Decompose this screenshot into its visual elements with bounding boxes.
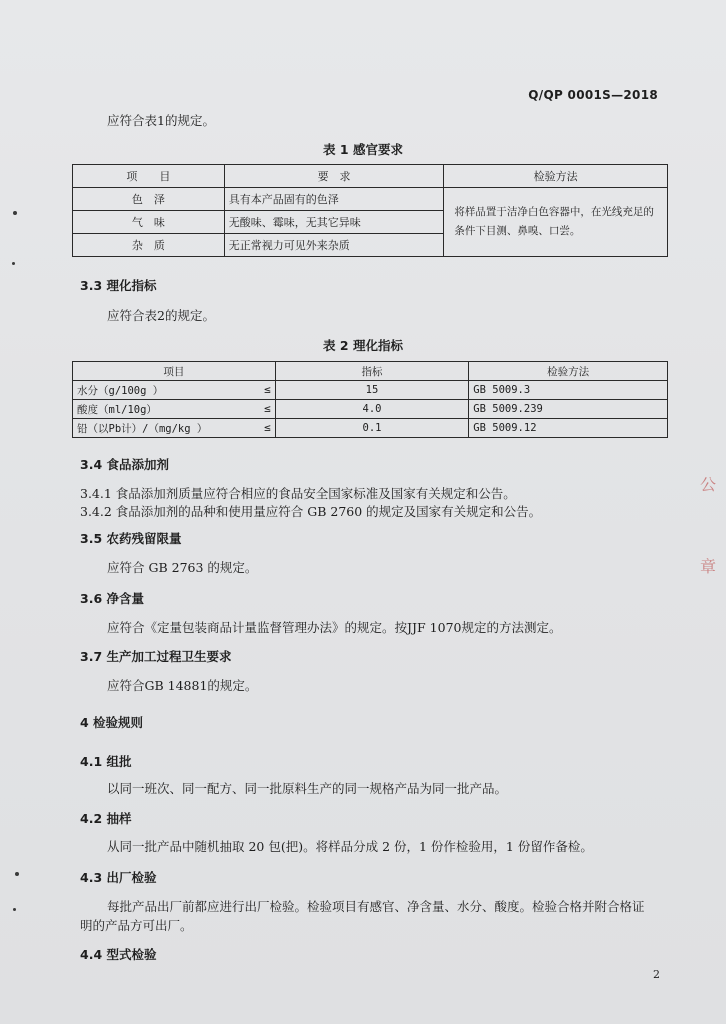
scan-speck bbox=[15, 872, 19, 876]
section-4-1-text: 以同一班次、同一配方、同一批原料生产的同一规格产品为同一批产品。 bbox=[107, 781, 508, 796]
table-cell: 无正常视力可见外来杂质 bbox=[224, 234, 444, 257]
section-4-2-heading: 4.2 抽样 bbox=[80, 811, 132, 826]
table-cell: 0.1 bbox=[275, 419, 469, 438]
section-3-4-1: 3.4.1 食品添加剂质量应符合相应的食品安全国家标准及国家有关规定和公告。 bbox=[80, 486, 516, 501]
table-row bbox=[73, 400, 668, 419]
seal-char: 公 bbox=[700, 475, 717, 494]
method-text: 将样品置于洁净白色容器中，在光线充足的条件下目测、鼻嗅、口尝。 bbox=[454, 206, 654, 237]
scan-speck bbox=[13, 908, 16, 911]
standard-number: Q/QP 0001S—2018 bbox=[528, 88, 658, 102]
table-header: 要 求 bbox=[224, 165, 444, 188]
table-header: 检验方法 bbox=[469, 362, 668, 381]
table1-caption: 表 1 感官要求 bbox=[323, 142, 403, 157]
section-4-1-heading: 4.1 组批 bbox=[80, 754, 132, 769]
section-3-6-text: 应符合《定量包装商品计量监督管理办法》的规定。按JJF 1070规定的方法测定。 bbox=[107, 620, 562, 635]
table-cell: 15 bbox=[275, 381, 469, 400]
physicochemical-table bbox=[72, 361, 668, 438]
section-4-3-line2: 明的产品方可出厂。 bbox=[80, 918, 193, 933]
table-cell: 4.0 bbox=[275, 400, 469, 419]
section-3-4-heading: 3.4 食品添加剂 bbox=[80, 457, 169, 472]
table-header: 项目 bbox=[73, 362, 276, 381]
table-cell bbox=[73, 400, 276, 419]
table-header: 检验方法 bbox=[444, 165, 668, 188]
table2-caption: 表 2 理化指标 bbox=[323, 338, 403, 353]
section-3-7-heading: 3.7 生产加工过程卫生要求 bbox=[80, 649, 232, 664]
sensory-table bbox=[72, 164, 668, 257]
section-3-3-heading: 3.3 理化指标 bbox=[80, 278, 157, 293]
table-cell: 杂 质 bbox=[73, 234, 225, 257]
table-cell bbox=[73, 381, 276, 400]
item-label: 铅（以Pb计）/（mg/kg ） bbox=[77, 422, 208, 435]
table-header: 指标 bbox=[275, 362, 469, 381]
item-label: 酸度（ml/10g） bbox=[77, 403, 157, 416]
table-header-row bbox=[73, 165, 668, 188]
table-cell: 色 泽 bbox=[73, 188, 225, 211]
table-cell bbox=[73, 419, 276, 438]
scan-speck bbox=[13, 211, 17, 215]
section-3-4-2: 3.4.2 食品添加剂的品种和使用量应符合 GB 2760 的规定及国家有关规定和公告。 bbox=[80, 504, 542, 519]
table-header-row bbox=[73, 362, 668, 381]
item-label: 水分（g/100g ） bbox=[77, 384, 164, 397]
table-row bbox=[73, 188, 668, 211]
seal-char: 章 bbox=[700, 557, 717, 576]
table-row bbox=[73, 419, 668, 438]
table-cell: GB 5009.12 bbox=[469, 419, 668, 438]
table-row bbox=[73, 381, 668, 400]
page-number: 2 bbox=[653, 968, 660, 981]
section-3-5-heading: 3.5 农药残留限量 bbox=[80, 531, 182, 546]
table-cell: GB 5009.3 bbox=[469, 381, 668, 400]
scan-speck bbox=[12, 262, 15, 265]
section-3-7-text: 应符合GB 14881的规定。 bbox=[107, 678, 258, 693]
table-cell: 气 味 bbox=[73, 211, 225, 234]
table-header: 项 目 bbox=[73, 165, 225, 188]
table-cell: 具有本产品固有的色泽 bbox=[224, 188, 444, 211]
table-cell: 无酸味、霉味，无其它异味 bbox=[224, 211, 444, 234]
operator: ≤ bbox=[264, 420, 271, 434]
section-4-2-text: 从同一批产品中随机抽取 20 包(把)。将样品分成 2 份，1 份作检验用，1 份留作备检。 bbox=[107, 839, 593, 854]
section-3-3-text: 应符合表2的规定。 bbox=[107, 308, 215, 323]
section-4-4-heading: 4.4 型式检验 bbox=[80, 947, 157, 962]
section-3-6-heading: 3.6 净含量 bbox=[80, 591, 144, 606]
intro-text: 应符合表1的规定。 bbox=[107, 113, 215, 128]
section-3-5-text: 应符合 GB 2763 的规定。 bbox=[107, 560, 258, 575]
operator: ≤ bbox=[264, 401, 271, 415]
table-cell: GB 5009.239 bbox=[469, 400, 668, 419]
operator: ≤ bbox=[264, 382, 271, 396]
method-cell bbox=[444, 188, 668, 257]
section-4-heading: 4 检验规则 bbox=[80, 715, 144, 730]
section-4-3-line1: 每批产品出厂前都应进行出厂检验。检验项目有感官、净含量、水分、酸度。检验合格并附合格证 bbox=[107, 899, 645, 914]
seal-stamp bbox=[700, 462, 726, 602]
section-4-3-heading: 4.3 出厂检验 bbox=[80, 870, 157, 885]
